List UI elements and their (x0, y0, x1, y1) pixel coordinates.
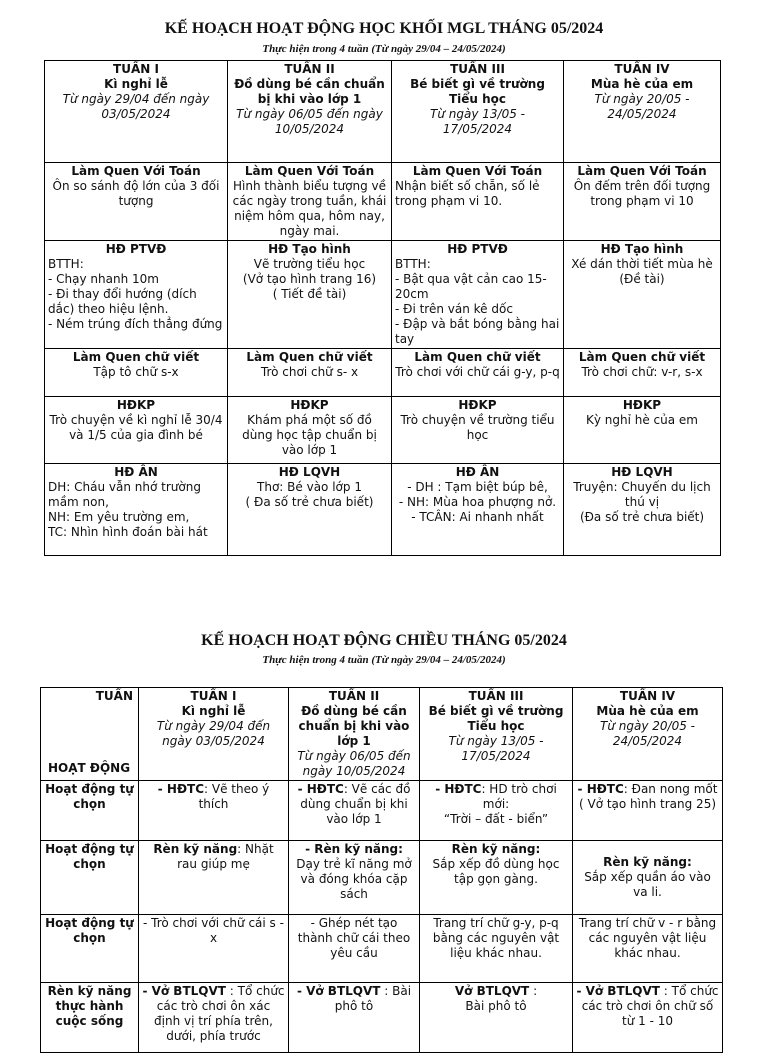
activity-cell (564, 464, 721, 556)
activity-heading: HĐKP (458, 398, 497, 412)
activity-heading: Làm Quen Với Toán (244, 164, 375, 178)
week-theme: Kì nghỉ lễ (181, 704, 246, 718)
activity-line: Hình thành biểu tượng về các ngày trong tuần, khái niệm hôm qua, hôm nay, ngày mai. (232, 179, 387, 238)
corner-cell (41, 688, 139, 781)
activity-cell (139, 915, 289, 983)
week-theme: Đồ dùng bé cần chuẩn bị khi vào lớp 1 (298, 704, 410, 748)
activity-line: Trò chơi với chữ cái g-y, p-q (395, 365, 560, 379)
week-theme: Mùa hè của em (590, 77, 694, 91)
activity-line: Xé dán thời tiết mùa hè (571, 257, 713, 271)
week-header-cell (139, 688, 289, 781)
week-dates: Từ ngày 20/05 - 24/05/2024 (594, 92, 690, 121)
activity-text: Dạy trẻ kĩ năng mở và đóng khóa cặp sách (296, 857, 412, 901)
activity-line: BTTH: (48, 257, 84, 271)
week-label: TUẦN III (468, 689, 524, 703)
activity-cell (139, 781, 289, 841)
activity-cell (392, 163, 564, 241)
activity-text: : Nhặt rau giúp mẹ (177, 842, 274, 871)
activity-text: : Tổ chức các trò chơi ôn chữ số từ 1 - 10 (581, 984, 719, 1028)
activity-name: Hoạt động tự chọn (41, 841, 139, 915)
plan1-title: KẾ HOẠCH HOẠT ĐỘNG HỌC KHỐI MGL THÁNG 05/2024 (164, 20, 604, 37)
week-header-cell (228, 61, 392, 163)
activity-text: : Tổ chức các trò chơi ôn xác định vị trí phía trên, dưới, phía trước (154, 984, 285, 1043)
activity-text: Sắp xếp quần áo vào va li. (584, 870, 711, 899)
activity-bold-label: - HĐTC (577, 782, 624, 796)
activity-cell (45, 397, 228, 464)
activity-cell (45, 349, 228, 397)
activity-line: Trò chuyện về trường tiểu học (400, 413, 555, 442)
activity-heading: Làm Quen chữ viết (414, 350, 541, 364)
activity-cell (228, 241, 392, 349)
week-label: TUẦN III (450, 62, 505, 76)
activity-heading: Làm Quen chữ viết (72, 350, 200, 364)
activity-text: : HD trò chơi mới: “Trời – đất - biển” (443, 782, 557, 826)
activity-heading: HĐKP (622, 398, 662, 412)
activity-name: Hoạt động tự chọn (41, 781, 139, 841)
activity-name: Rèn kỹ năng thực hành cuộc sống (41, 983, 139, 1053)
activity-line: Nhận biết số chẵn, số lẻ trong phạm vi 10. (395, 179, 540, 208)
activity-cell (392, 241, 564, 349)
week-dates: Từ ngày 29/04 đến ngày 03/05/2024 (156, 719, 271, 748)
activity-line: (Đa số trẻ chưa biết) (579, 510, 705, 524)
week-header-cell (289, 688, 420, 781)
activity-bold-label: Rèn kỹ năng: (451, 842, 541, 856)
week-dates: Từ ngày 13/05 - 17/05/2024 (448, 734, 544, 763)
activity-bold-label: - Vở BTLQVT (142, 984, 226, 998)
week-label: TUẦN IV (614, 62, 670, 76)
week-label: TUẦN II (328, 689, 380, 703)
activity-heading: Làm Quen Với Toán (412, 164, 543, 178)
activity-line: ( Đa số trẻ chưa biết) (245, 495, 374, 509)
activity-cell (420, 983, 573, 1053)
activity-cell (564, 397, 721, 464)
activity-cell (420, 915, 573, 983)
activity-line: - Đập và bắt bóng bằng hai tay (395, 317, 560, 346)
activity-cell (139, 983, 289, 1053)
activity-cell (564, 241, 721, 349)
activity-line: Trò chuyện về kì nghỉ lễ 30/4 và 1/5 của gia đình bé (49, 413, 223, 442)
activity-text: - Ghép nét tạo thành chữ cái theo yêu cầu (297, 916, 411, 960)
activity-cell (564, 163, 721, 241)
activity-cell (228, 397, 392, 464)
activity-cell (45, 464, 228, 556)
activity-line: - Ném trúng đích thẳng đứng (48, 317, 223, 331)
activity-line: (Vở tạo hình trang 16) (242, 272, 377, 286)
activity-heading: HĐ Tạo hình (268, 242, 351, 256)
activity-line: Khám phá một số đồ dùng học tập chuẩn bị vào lớp 1 (242, 413, 377, 457)
week-dates: Từ ngày 06/05 đến ngày 10/05/2024 (297, 749, 411, 778)
activity-cell (392, 397, 564, 464)
activity-cell (289, 915, 420, 983)
activity-cell (289, 983, 420, 1053)
activity-line: DH: Cháu vẫn nhớ trường mầm non, (48, 480, 201, 509)
activity-cell (573, 915, 723, 983)
week-theme: Bé biết gì về trường Tiểu học (428, 704, 564, 733)
activity-text: - Trò chơi với chữ cái s - x (143, 916, 284, 945)
week-header-cell (564, 61, 721, 163)
activity-heading: Làm Quen Với Toán (577, 164, 707, 178)
activity-heading: HĐ ÂN (114, 465, 158, 479)
week-header-cell (392, 61, 564, 163)
activity-heading: Làm Quen chữ viết (578, 350, 706, 364)
week-header-cell (573, 688, 723, 781)
activity-bold-label: - HĐTC (435, 782, 482, 796)
activity-text: Sắp xếp đồ dùng học tập gọn gàng. (432, 857, 560, 886)
activity-line: Thơ: Bé vào lớp 1 (257, 480, 362, 494)
activity-text: : Vẽ các đồ dùng chuẩn bị khi vào lớp 1 (300, 782, 411, 826)
activity-text: : Đan nong mốt ( Vở tạo hình trang 25) (578, 782, 718, 811)
activity-bold-label: - Vở BTLQVT (296, 984, 381, 998)
activity-cell (573, 781, 723, 841)
activity-heading: HĐKP (116, 398, 156, 412)
activity-line: - NH: Mùa hoa phượng nở. (398, 495, 557, 509)
activity-cell (573, 841, 723, 915)
activity-heading: HĐ Tạo hình (600, 242, 684, 256)
activity-cell (289, 781, 420, 841)
activity-text: : Bài phô tô (334, 984, 412, 1013)
activity-line: - Bật qua vật cản cao 15-20cm (395, 272, 547, 301)
corner-week-label: TUẦN (95, 689, 133, 703)
activity-cell (228, 464, 392, 556)
activity-heading: HĐ LQVH (278, 465, 341, 479)
week-theme: Mùa hè của em (596, 704, 699, 718)
activity-cell (564, 349, 721, 397)
activity-heading: HĐ PTVĐ (105, 242, 167, 256)
activity-line: TC: Nhìn hình đoán bài hát (48, 525, 208, 539)
activity-cell (45, 163, 228, 241)
week-label: TUẦN I (190, 689, 237, 703)
activity-bold-label: - Rèn kỹ năng: (305, 842, 403, 856)
activity-text: : Vẽ theo ý thích (198, 782, 270, 811)
activity-heading: Làm Quen chữ viết (246, 350, 373, 364)
week-dates: Từ ngày 20/05 - 24/05/2024 (600, 719, 695, 748)
activity-cell (139, 841, 289, 915)
week-header-cell (45, 61, 228, 163)
plan2-table (40, 687, 723, 1053)
activity-line: - Đi trên ván kê dốc (395, 302, 513, 316)
activity-line: Trò chơi chữ s- x (260, 365, 359, 379)
activity-cell (45, 241, 228, 349)
week-theme: Bé biết gì về trường Tiểu học (410, 77, 545, 106)
week-label: TUẦN I (113, 62, 159, 76)
activity-line: NH: Em yêu trường em, (48, 510, 190, 524)
activity-line: Kỳ nghỉ hè của em (585, 413, 698, 427)
activity-cell (228, 349, 392, 397)
activity-name: Hoạt động tự chọn (41, 915, 139, 983)
activity-line: Truyện: Chuyến du lịch thú vị (573, 480, 711, 509)
activity-line: Vẽ trường tiểu học (253, 257, 366, 271)
plan1-subtitle: Thực hiện trong 4 tuần (Từ ngày 29/04 – 24/05/2024) (262, 43, 506, 55)
activity-cell (420, 841, 573, 915)
activity-line: - Chạy nhanh 10m (48, 272, 159, 286)
activity-bold-label: - HĐTC (157, 782, 205, 796)
week-header-cell (420, 688, 573, 781)
activity-line: BTTH: (395, 257, 431, 271)
activity-bold-label: - Vở BTLQVT (576, 984, 660, 998)
activity-bold-label: - HĐTC (297, 782, 344, 796)
activity-cell (573, 983, 723, 1053)
activity-text: Trang trí chữ v - r bằng các nguyên vật liệu khác nhau. (578, 916, 717, 960)
week-theme: Kì nghỉ lễ (104, 77, 168, 91)
activity-line: Tập tô chữ s-x (93, 365, 179, 379)
activity-heading: HĐ LQVH (611, 465, 673, 479)
activity-text: : Bài phô tô (465, 984, 538, 1013)
activity-text: Trang trí chữ g-y, p-q bằng các nguyên vật liệu khác nhau. (432, 916, 560, 960)
activity-cell (392, 464, 564, 556)
plan2-title: KẾ HOẠCH HOẠT ĐỘNG CHIỀU THÁNG 05/2024 (201, 632, 567, 649)
activity-heading: Làm Quen Với Toán (71, 164, 201, 178)
activity-heading: HĐ PTVĐ (447, 242, 508, 256)
activity-line: ( Tiết đề tài) (272, 287, 347, 301)
activity-bold-label: Vở BTLQVT (454, 984, 530, 998)
week-label: TUẦN IV (619, 689, 676, 703)
activity-line: - DH : Tạm biệt búp bê, (407, 480, 548, 494)
activity-heading: HĐKP (290, 398, 329, 412)
activity-bold-label: Rèn kỹ năng: (603, 855, 692, 869)
week-dates: Từ ngày 13/05 - 17/05/2024 (430, 107, 525, 136)
activity-cell (420, 781, 573, 841)
activity-line: Trò chơi chữ: v-r, s-x (581, 365, 703, 379)
week-dates: Từ ngày 06/05 đến ngày 10/05/2024 (236, 107, 383, 136)
activity-heading: HĐ ÂN (455, 465, 500, 479)
activity-line: - Đi thay đổi hướng (dích dắc) theo hiệu lệnh. (48, 287, 197, 316)
activity-line: (Đề tài) (619, 272, 665, 286)
activity-cell (392, 349, 564, 397)
activity-line: - TCÂN: Ai nhanh nhất (411, 510, 544, 524)
plan2-subtitle: Thực hiện trong 4 tuần (Từ ngày 29/04 – 24/05/2024) (262, 654, 506, 666)
week-dates: Từ ngày 29/04 đến ngày 03/05/2024 (62, 92, 210, 121)
corner-activity-label: HOẠT ĐỘNG (48, 761, 131, 775)
activity-bold-label: Rèn kỹ năng (153, 842, 238, 856)
week-label: TUẦN II (284, 62, 335, 76)
activity-cell (289, 841, 420, 915)
activity-line: Ôn so sánh độ lớn của 3 đối tượng (52, 179, 220, 208)
activity-cell (228, 163, 392, 241)
plan1-table (44, 60, 721, 556)
activity-line: Ôn đếm trên đối tượng trong phạm vi 10 (573, 179, 711, 208)
week-theme: Đồ dùng bé cần chuẩn bị khi vào lớp 1 (234, 77, 385, 106)
